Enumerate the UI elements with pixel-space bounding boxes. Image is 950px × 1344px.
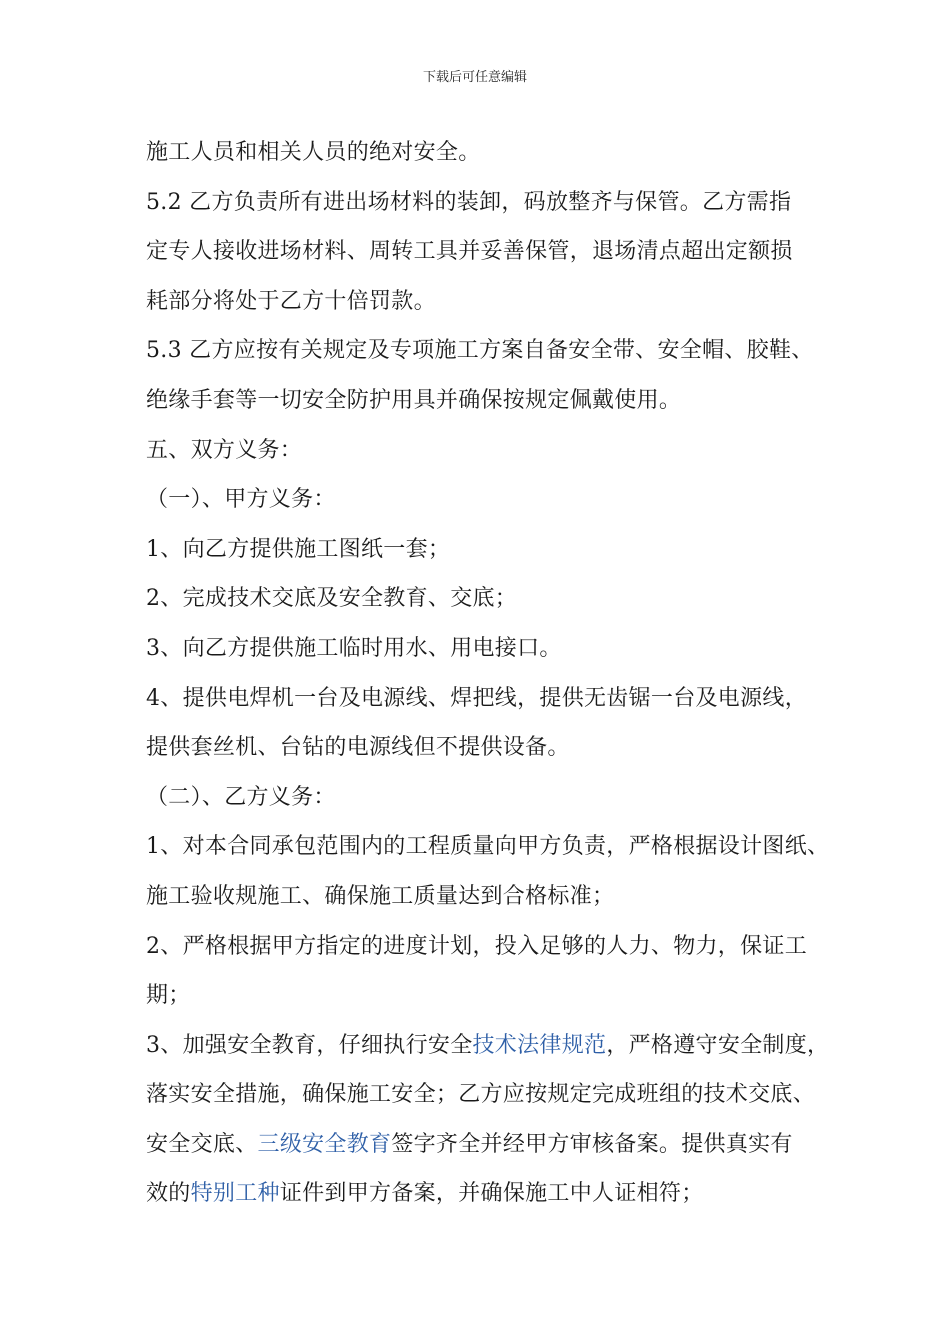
text-line	[146, 1169, 826, 1219]
line-text: 定专人接收进场材料、周转工具并妥善保管，退场清点超出定额损	[146, 239, 793, 265]
text-line	[146, 1070, 826, 1120]
line-text: 2、完成技术交底及安全教育、交底；	[146, 586, 518, 612]
subsection-heading	[146, 475, 826, 525]
line-text: （一）、甲方义务：	[146, 487, 336, 513]
text-line	[146, 525, 826, 575]
line-text: 效的	[146, 1181, 191, 1207]
line-text: 3、加强安全教育，仔细执行安全	[146, 1032, 473, 1058]
line-text: 证件到甲方备案，并确保施工中人证相符；	[279, 1181, 704, 1207]
text-line	[146, 822, 830, 872]
text-line	[146, 872, 826, 922]
document-body	[146, 128, 830, 1219]
link-three-level-safety-education[interactable]: 三级安全教育	[257, 1131, 392, 1157]
text-line	[146, 674, 826, 724]
text-line	[146, 1021, 830, 1071]
text-line	[146, 376, 826, 426]
text-line	[146, 1120, 826, 1170]
line-text: 期；	[146, 983, 191, 1009]
text-line	[146, 128, 826, 178]
text-line	[146, 922, 826, 972]
text-line	[146, 178, 826, 228]
line-text: 五、双方义务：	[146, 437, 303, 463]
line-text: 落实安全措施，确保施工安全；乙方应按规定完成班组的技术交底、	[146, 1082, 816, 1108]
line-text: 5.3 乙方应按有关规定及专项施工方案自备安全带、安全帽、胶鞋、	[146, 338, 814, 364]
line-text: 1、向乙方提供施工图纸一套；	[146, 536, 451, 562]
text-line	[146, 971, 826, 1021]
section-heading	[146, 426, 826, 476]
line-text: 绝缘手套等一切安全防护用具并确保按规定佩戴使用。	[146, 387, 682, 413]
line-text: ，严格遵守安全制度，	[606, 1032, 830, 1058]
page-header: 下载后可任意编辑	[422, 70, 527, 85]
line-text: 5.2 乙方负责所有进出场材料的装卸，码放整齐与保管。乙方需指	[146, 189, 792, 215]
line-text: 4、提供电焊机一台及电源线、焊把线，提供无齿锯一台及电源线，	[146, 685, 807, 711]
text-line	[146, 227, 826, 277]
line-text: 耗部分将处于乙方十倍罚款。	[146, 288, 436, 314]
line-text: 3、向乙方提供施工临时用水、用电接口。	[146, 635, 562, 661]
text-line	[146, 574, 826, 624]
line-text: 施工人员和相关人员的绝对安全。	[146, 140, 481, 165]
line-text: 提供套丝机、台钻的电源线但不提供设备。	[146, 735, 570, 761]
line-text: 1、对本合同承包范围内的工程质量向甲方负责，严格根据设计图纸、	[146, 834, 830, 860]
text-line	[146, 326, 826, 376]
line-text: 签字齐全并经甲方审核备案。提供真实有	[391, 1131, 793, 1157]
text-line	[146, 277, 826, 327]
line-text: 施工验收规施工、确保施工质量达到合格标准；	[146, 883, 615, 909]
text-line	[146, 624, 826, 674]
link-special-work-types[interactable]: 特别工种	[190, 1181, 280, 1207]
line-text: 安全交底、	[146, 1131, 258, 1157]
line-text: （二）、乙方义务：	[146, 784, 336, 810]
link-tech-law-norms[interactable]: 技术法律规范	[472, 1032, 607, 1058]
subsection-heading	[146, 773, 826, 823]
line-text: 2、严格根据甲方指定的进度计划，投入足够的人力、物力，保证工	[146, 933, 807, 959]
text-line	[146, 723, 826, 773]
